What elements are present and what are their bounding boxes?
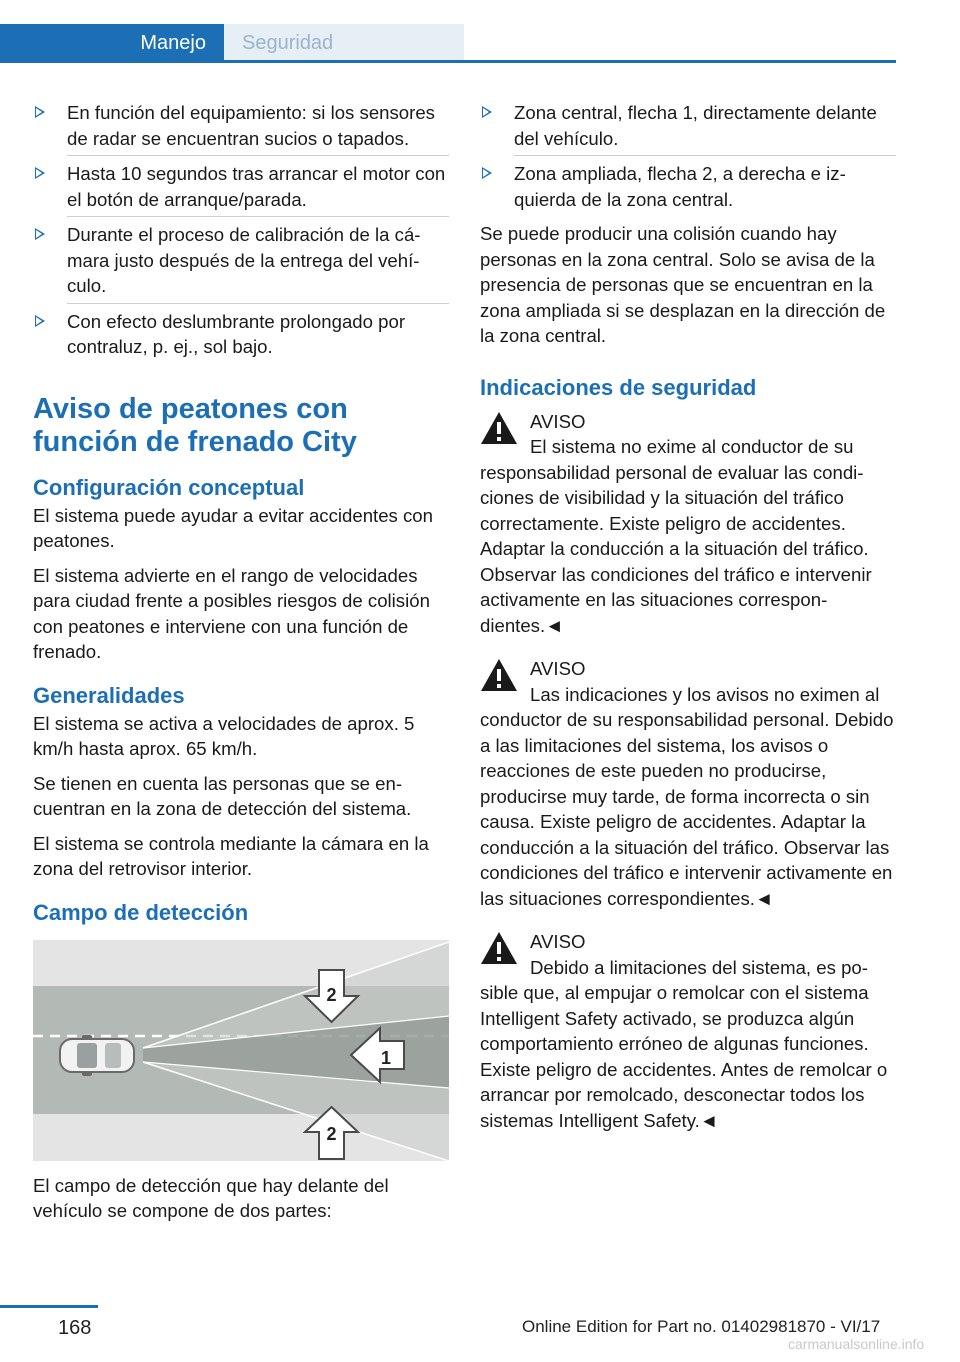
warning-block xyxy=(480,409,896,639)
paragraph: El sistema puede ayudar a evitar accidentes con peatones. xyxy=(33,504,433,551)
paragraph: El sistema advierte en el rango de velocidades para ciudad frente a posibles riesgos de colisión con peatones e interviene con una función de frenado. xyxy=(33,564,430,662)
left-column xyxy=(33,100,449,1233)
triangle-bullet-icon xyxy=(35,315,45,327)
section-heading-generalidades: Generalidades xyxy=(33,682,185,708)
warning-text: Las indicaciones y los avisos no eximen al conductor de su responsabilidad personal. Debido a las limitaciones del sistema, los avisos o reacciones de este pueden no producirse, producirse muy tarde, de forma incorrecta o sin causa. Existe peligro de accidentes. Adaptar la conducción a la situación del tráfico. Observar las condiciones del tráfico e intervenir activamente en las situaciones correspondientes.◄ xyxy=(480,683,894,909)
section-heading-seguridad: Indicaciones de seguridad xyxy=(480,374,757,400)
warning-text: El sistema no exime al conductor de su responsabilidad personal de evaluar las condiciones de visibilidad y la situación del tráfico correctamente. Existe peligro de accidentes. Adaptar la conducción a la situación del tráfico. Observar las condiciones del tráfico e intervenir activamente en las situaciones correspondientes.◄ xyxy=(480,436,872,636)
car-icon xyxy=(60,1035,134,1076)
triangle-bullet-icon xyxy=(35,228,45,240)
triangle-bullet-icon xyxy=(35,167,45,179)
warning-text: Debido a limitaciones del sistema, es posible que, al empujar o remolcar con el sistema Intelligent Safety activado, se produzca algún comportamiento erróneo de algunas funciones. Existe peligro de accidentes. Antes de remolcar o arrancar por remolcado, desconectar todos los sistemas Intelligent Safety.◄ xyxy=(480,956,888,1131)
edition-label: Online Edition for Part no. 01402981870 - VI/17 xyxy=(522,1317,881,1336)
triangle-bullet-icon xyxy=(482,167,492,179)
paragraph: Se tienen en cuenta las personas que se encuentran en la zona de detección del sistema. xyxy=(33,772,412,819)
figure-label-2-top: 2 xyxy=(326,984,337,1005)
limitations-list xyxy=(33,100,449,360)
list-item: Zona ampliada, flecha 2, a derecha e izquierda de la zona central. xyxy=(480,161,896,212)
warning-triangle-icon xyxy=(480,411,518,445)
watermark: carmanualsonline.info xyxy=(788,1336,925,1352)
triangle-bullet-icon xyxy=(482,106,492,118)
list-item: Con efecto deslumbrante prolongado por contraluz, p. ej., sol bajo. xyxy=(33,309,449,360)
list-divider xyxy=(67,303,449,304)
warning-heading: AVISO xyxy=(530,410,586,432)
warning-triangle-icon xyxy=(480,931,518,965)
triangle-bullet-icon xyxy=(35,106,45,118)
detection-field-figure xyxy=(33,940,449,1161)
tab-manejo[interactable]: Manejo xyxy=(0,24,224,62)
list-item: Zona central, flecha 1, directamente delante del vehículo. xyxy=(480,100,896,151)
figure-label-2-bottom: 2 xyxy=(326,1123,337,1144)
section-heading-campo: Campo de detección xyxy=(33,899,249,925)
header-rule xyxy=(0,60,896,63)
list-item: En función del equipamiento: si los sensores de radar se encuentran sucios o tapados. xyxy=(33,100,449,151)
section-heading-configuracion: Configuración conceptual xyxy=(33,474,305,500)
paragraph: El sistema se activa a velocidades de aprox. 5 km/h hasta aprox. 65 km/h. xyxy=(33,712,415,759)
page-number: 168 xyxy=(58,1317,92,1339)
page-title: Aviso de peatones con función de frenado City xyxy=(33,392,357,458)
warning-block xyxy=(480,656,896,911)
list-item: Hasta 10 segundos tras arrancar el motor con el botón de arranque/parada. xyxy=(33,161,449,212)
detection-field-diagram xyxy=(33,940,449,1161)
figure-caption: El campo de detección que hay delante del vehículo se compone de dos partes: xyxy=(33,1174,389,1221)
list-divider xyxy=(514,155,896,156)
tab-seguridad[interactable]: Seguridad xyxy=(224,24,464,62)
warning-triangle-icon xyxy=(480,658,518,692)
warning-block xyxy=(480,929,896,1133)
zones-list xyxy=(480,100,896,212)
paragraph: El sistema se controla mediante la cámara en la zona del retrovisor interior. xyxy=(33,832,429,879)
header-tabbar xyxy=(0,0,896,64)
list-divider xyxy=(67,216,449,217)
list-divider xyxy=(67,155,449,156)
warning-heading: AVISO xyxy=(530,658,586,679)
paragraph: Se puede producir una colisión cuando hay personas en la zona central. Solo se avisa de la presencia de personas que se encuentran en la zona ampliada si se desplazan en la dirección de la zona central. xyxy=(480,223,886,346)
warning-heading: AVISO xyxy=(530,931,586,952)
list-item: Durante el proceso de calibración de la cámara justo después de la entrega del vehículo. xyxy=(33,222,449,299)
footer-rule xyxy=(0,1305,98,1308)
right-column xyxy=(480,100,896,1142)
figure-label-1: 1 xyxy=(380,1047,392,1068)
